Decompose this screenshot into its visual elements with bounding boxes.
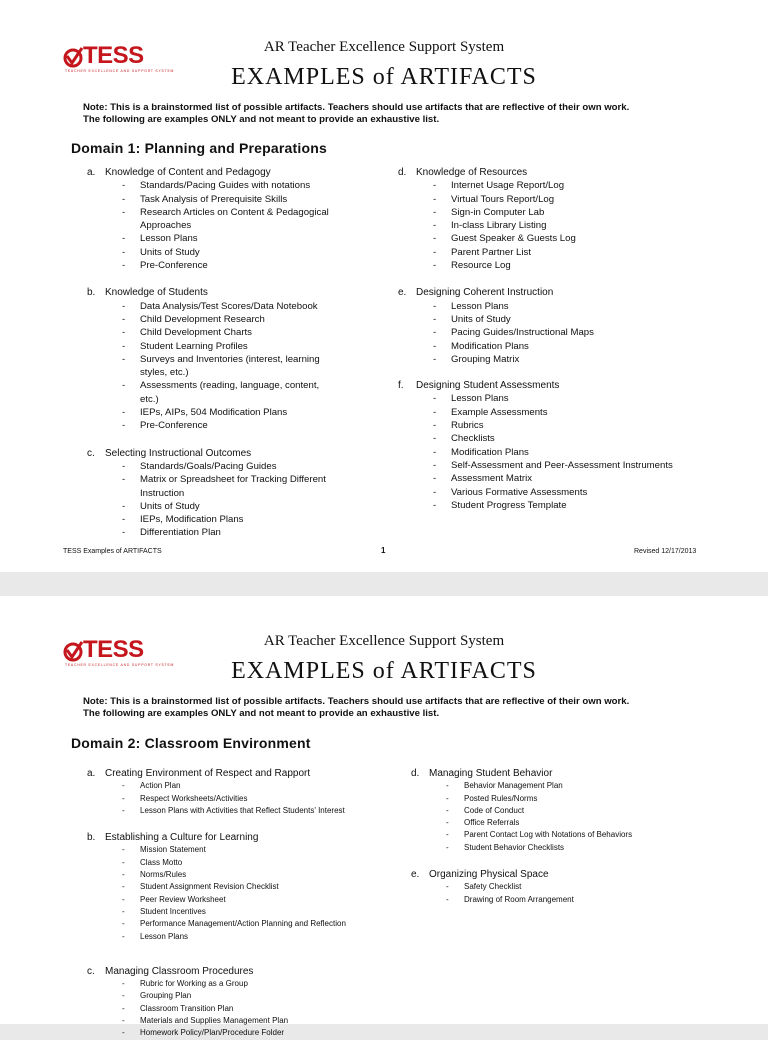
artifact-text: Student Behavior Checklists — [464, 842, 565, 852]
artifact-item — [398, 419, 698, 432]
artifact-item — [87, 259, 387, 272]
artifact-text: Respect Worksheets/Activities — [140, 793, 248, 803]
bullet-dash: - — [122, 1003, 125, 1013]
left-column — [87, 166, 387, 540]
right-column — [411, 767, 711, 906]
bullet-dash: - — [122, 906, 125, 916]
artifact-item — [411, 817, 711, 829]
artifact-text: In-class Library Listing — [451, 220, 547, 232]
section-title: Knowledge of Students — [105, 287, 208, 299]
section-heading — [398, 166, 698, 179]
artifact-text: Task Analysis of Prerequisite Skills — [140, 193, 288, 205]
artifact-item — [398, 246, 698, 259]
artifact-text: Posted Rules/Norms — [464, 793, 538, 803]
artifact-item — [398, 313, 698, 326]
artifact-text: Grouping Matrix — [451, 353, 520, 365]
artifact-text: Modification Plans — [451, 340, 529, 352]
section-letter: c. — [87, 965, 95, 977]
bullet-dash: - — [122, 353, 126, 365]
bullet-dash: - — [446, 882, 449, 892]
artifact-text: Rubric for Working as a Group — [140, 979, 248, 989]
artifact-item — [87, 869, 387, 881]
artifact-section — [87, 831, 387, 943]
section-heading — [87, 286, 387, 299]
section-letter: e. — [398, 287, 407, 299]
artifact-text: Classroom Transition Plan — [140, 1003, 234, 1013]
bullet-dash: - — [122, 845, 125, 855]
artifact-text: Mission Statement — [140, 845, 206, 855]
section-title: Establishing a Culture for Learning — [105, 832, 259, 844]
bullet-dash: - — [122, 870, 125, 880]
bullet-dash: - — [122, 260, 126, 272]
artifact-text: Parent Contact Log with Notations of Behaviors — [464, 830, 633, 840]
bullet-dash: - — [122, 420, 126, 432]
artifact-text: Student Incentives — [140, 906, 206, 916]
section-heading — [87, 965, 387, 978]
artifact-text: Parent Partner List — [451, 246, 531, 258]
section-title: Managing Classroom Procedures — [105, 965, 254, 977]
artifact-text: Child Development Research — [140, 313, 265, 325]
section-title: Selecting Instructional Outcomes — [105, 447, 252, 459]
artifact-item — [87, 353, 330, 380]
artifact-item — [398, 300, 698, 313]
logo-tagline: TEACHER EXCELLENCE AND SUPPORT SYSTEM — [65, 69, 175, 73]
note-line-2: The following are examples ONLY and not meant to provide an exhaustive list. — [83, 114, 440, 125]
artifact-text: IEPs, Modification Plans — [140, 514, 244, 526]
bullet-dash: - — [433, 327, 437, 339]
bullet-dash: - — [433, 193, 437, 205]
artifact-text: Resource Log — [451, 260, 511, 272]
artifact-item — [398, 206, 698, 219]
artifact-item — [411, 793, 711, 805]
artifact-item — [87, 232, 387, 245]
artifact-item — [87, 193, 387, 206]
artifact-item — [87, 1003, 387, 1015]
note-line-1: Note: This is a brainstormed list of possible artifacts. Teachers should use artifacts that are reflective of their own work. — [83, 102, 630, 113]
bullet-dash: - — [122, 514, 126, 526]
artifact-item — [87, 881, 387, 893]
bullet-dash: - — [433, 340, 437, 352]
bullet-dash: - — [122, 327, 126, 339]
domain-title: Domain 1: Planning and Preparations — [71, 140, 327, 156]
artifact-text: Behavior Management Plan — [464, 781, 563, 791]
artifact-item — [87, 526, 387, 539]
artifact-text: Matrix or Spreadsheet for Tracking Different Instruction — [140, 474, 326, 499]
artifact-item — [87, 1027, 387, 1039]
artifact-text: Safety Checklist — [464, 882, 522, 892]
artifact-item — [87, 1015, 387, 1027]
bullet-dash: - — [446, 842, 449, 852]
note-line-2: The following are examples ONLY and not meant to provide an exhaustive list. — [83, 708, 440, 719]
bullet-dash: - — [122, 1016, 125, 1026]
page-number: 1 — [381, 546, 386, 555]
artifact-text: Lesson Plans with Activities that Reflect Students' Interest — [140, 805, 345, 815]
section-letter: c. — [87, 447, 95, 459]
artifact-list — [411, 881, 711, 906]
section-letter: e. — [411, 869, 420, 881]
artifact-text: Grouping Plan — [140, 991, 192, 1001]
artifact-item — [87, 300, 387, 313]
domain-title: Domain 2: Classroom Environment — [71, 735, 311, 751]
artifact-list — [87, 460, 387, 540]
section-letter: a. — [87, 768, 96, 779]
bullet-dash: - — [433, 486, 437, 498]
bullet-dash: - — [122, 894, 125, 904]
artifact-item — [398, 472, 698, 485]
document-page-2 — [0, 596, 768, 1038]
artifact-section — [411, 767, 711, 854]
artifact-text: Pacing Guides/Instructional Maps — [451, 327, 594, 339]
bullet-dash: - — [433, 206, 437, 218]
artifact-text: Checklists — [451, 433, 495, 445]
section-letter: d. — [411, 768, 420, 779]
artifact-item — [87, 990, 387, 1002]
bullet-dash: - — [122, 233, 126, 245]
artifact-item — [398, 193, 698, 206]
bullet-dash: - — [122, 991, 125, 1001]
artifact-text: Student Assignment Revision Checklist — [140, 882, 279, 892]
artifact-item — [87, 419, 387, 432]
artifact-item — [87, 500, 387, 513]
artifact-item — [398, 432, 698, 445]
artifact-text: Example Assessments — [451, 406, 548, 418]
section-heading — [87, 447, 387, 460]
bullet-dash: - — [433, 180, 437, 192]
logo-text: TESS — [83, 42, 144, 69]
artifact-item — [398, 446, 698, 459]
artifact-text: Performance Management/Action Planning and Reflection — [140, 919, 346, 929]
bullet-dash: - — [433, 233, 437, 245]
artifact-text: Pre-Conference — [140, 420, 208, 432]
bullet-dash: - — [122, 460, 126, 472]
artifact-list — [87, 780, 387, 817]
artifact-item — [87, 246, 387, 259]
artifact-text: Norms/Rules — [140, 870, 187, 880]
artifact-section — [87, 767, 387, 817]
artifact-item — [87, 978, 387, 990]
bullet-dash: - — [433, 220, 437, 232]
artifact-section — [398, 379, 698, 512]
footer-right: Revised 12/17/2013 — [634, 548, 697, 555]
bullet-dash: - — [446, 830, 449, 840]
artifact-text: Student Progress Template — [451, 499, 567, 511]
artifact-text: Action Plan — [140, 781, 181, 791]
bullet-dash: - — [433, 446, 437, 458]
artifact-text: Drawing of Room Arrangement — [464, 894, 574, 904]
artifact-item — [87, 906, 387, 918]
artifact-item — [87, 460, 387, 473]
artifact-item — [87, 918, 387, 930]
artifact-text: Self-Assessment and Peer-Assessment Instruments — [451, 459, 673, 471]
org-title: AR Teacher Excellence Support System — [263, 39, 505, 55]
note-line-1: Note: This is a brainstormed list of possible artifacts. Teachers should use artifacts that are reflective of their own work. — [83, 696, 630, 707]
artifact-text: Assessments (reading, language, content, etc.) — [140, 380, 320, 405]
bullet-dash: - — [433, 473, 437, 485]
document-title: EXAMPLES of ARTIFACTS — [231, 64, 537, 90]
bullet-dash: - — [433, 433, 437, 445]
artifact-text: Units of Study — [140, 500, 200, 512]
artifact-text: Class Motto — [140, 857, 183, 867]
artifact-item — [87, 473, 330, 500]
bullet-dash: - — [122, 919, 125, 929]
section-heading — [87, 831, 387, 844]
artifact-text: Modification Plans — [451, 446, 529, 458]
bullet-dash: - — [122, 180, 126, 192]
bullet-dash: - — [433, 406, 437, 418]
bullet-dash: - — [446, 805, 449, 815]
artifact-text: Rubrics — [451, 420, 484, 432]
artifact-text: Research Articles on Content & Pedagogical Approaches — [140, 206, 329, 232]
artifact-item — [398, 179, 698, 192]
section-letter: d. — [398, 167, 407, 178]
artifact-item — [411, 829, 711, 841]
artifact-item — [411, 805, 711, 817]
artifact-text: Units of Study — [451, 313, 511, 325]
artifact-item — [398, 259, 698, 272]
artifact-text: Lesson Plans — [451, 300, 509, 312]
artifact-list — [411, 780, 711, 854]
artifact-item — [411, 780, 711, 792]
section-heading — [398, 286, 698, 299]
artifact-item — [398, 326, 698, 339]
logo-text: TESS — [83, 636, 144, 663]
bullet-dash: - — [446, 781, 449, 791]
artifact-text: Lesson Plans — [451, 393, 509, 405]
bullet-dash: - — [122, 781, 125, 791]
artifact-item — [398, 499, 698, 512]
section-heading — [87, 166, 387, 179]
bullet-dash: - — [122, 340, 126, 352]
logo-tagline: TEACHER EXCELLENCE AND SUPPORT SYSTEM — [65, 663, 175, 667]
artifact-item — [87, 513, 387, 526]
artifact-text: Pre-Conference — [140, 260, 208, 272]
artifact-item — [87, 793, 387, 805]
artifact-section — [398, 286, 698, 366]
section-heading — [411, 868, 711, 881]
artifact-text: Data Analysis/Test Scores/Data Notebook — [140, 300, 318, 312]
artifact-list — [398, 300, 698, 366]
artifact-text: Virtual Tours Report/Log — [451, 193, 555, 205]
section-letter: a. — [87, 167, 96, 178]
artifact-text: Surveys and Inventories (interest, learning styles, etc.) — [140, 353, 320, 379]
artifact-text: Standards/Goals/Pacing Guides — [140, 460, 277, 472]
bullet-dash: - — [122, 500, 126, 512]
artifact-text: Internet Usage Report/Log — [451, 180, 565, 192]
artifact-section — [87, 286, 387, 432]
artifact-item — [87, 844, 387, 856]
bullet-dash: - — [122, 527, 126, 539]
artifact-text: Homework Policy/Plan/Procedure Folder — [140, 1028, 285, 1038]
bullet-dash: - — [446, 793, 449, 803]
artifact-text: Assessment Matrix — [451, 473, 533, 485]
artifact-text: Lesson Plans — [140, 931, 189, 941]
artifact-item — [411, 842, 711, 854]
artifact-section — [87, 965, 387, 1040]
artifact-item — [411, 881, 711, 893]
artifact-item — [398, 392, 698, 405]
footer-left: TESS Examples of ARTIFACTS — [63, 548, 162, 555]
artifact-item — [398, 219, 698, 232]
artifact-item — [398, 486, 698, 499]
org-title: AR Teacher Excellence Support System — [263, 633, 505, 649]
bullet-dash: - — [122, 206, 126, 218]
note — [83, 102, 629, 126]
document-title: EXAMPLES of ARTIFACTS — [231, 658, 537, 684]
bullet-dash: - — [122, 300, 126, 312]
bullet-dash: - — [433, 246, 437, 258]
bullet-dash: - — [433, 300, 437, 312]
artifact-list — [87, 844, 387, 942]
artifact-item — [87, 379, 330, 406]
section-heading — [87, 767, 387, 780]
artifact-item — [411, 894, 711, 906]
bullet-dash: - — [122, 979, 125, 989]
artifact-item — [87, 206, 330, 233]
artifact-text: Standards/Pacing Guides with notations — [140, 180, 311, 192]
artifact-text: Units of Study — [140, 246, 200, 258]
artifact-text: Office Referrals — [464, 818, 520, 828]
artifact-list — [87, 978, 387, 1039]
artifact-item — [87, 894, 387, 906]
bullet-dash: - — [122, 857, 125, 867]
bullet-dash: - — [433, 499, 437, 511]
artifact-list — [87, 300, 387, 433]
artifact-item — [87, 340, 387, 353]
artifact-text: Materials and Supplies Management Plan — [140, 1016, 289, 1026]
bullet-dash: - — [446, 818, 449, 828]
note — [83, 696, 629, 720]
artifact-item — [398, 353, 698, 366]
section-letter: f. — [398, 380, 404, 392]
bullet-dash: - — [433, 353, 437, 365]
section-heading — [411, 767, 711, 780]
artifact-list — [398, 392, 698, 512]
bullet-dash: - — [122, 793, 125, 803]
section-title: Knowledge of Content and Pedagogy — [105, 167, 271, 178]
artifact-item — [398, 459, 698, 472]
section-heading — [398, 379, 698, 392]
artifact-item — [398, 232, 698, 245]
artifact-item — [87, 780, 387, 792]
section-title: Knowledge of Resources — [416, 167, 528, 178]
bullet-dash: - — [433, 260, 437, 272]
artifact-item — [87, 931, 387, 943]
section-letter: b. — [87, 832, 96, 844]
bullet-dash: - — [122, 246, 126, 258]
artifact-item — [87, 179, 387, 192]
bullet-dash: - — [446, 894, 449, 904]
artifact-section — [411, 868, 711, 906]
section-title: Managing Student Behavior — [429, 768, 553, 779]
bullet-dash: - — [122, 380, 126, 392]
artifact-item — [87, 313, 387, 326]
artifact-text: Child Development Charts — [140, 327, 252, 339]
artifact-item — [87, 805, 387, 817]
section-title: Designing Coherent Instruction — [416, 287, 554, 299]
artifact-text: Code of Conduct — [464, 805, 525, 815]
section-title: Designing Student Assessments — [416, 380, 560, 392]
bullet-dash: - — [122, 1028, 125, 1038]
bullet-dash: - — [122, 313, 126, 325]
artifact-item — [398, 340, 698, 353]
artifact-text: Sign-in Computer Lab — [451, 206, 545, 218]
artifact-section — [87, 166, 387, 272]
artifact-text: Guest Speaker & Guests Log — [451, 233, 576, 245]
artifact-list — [398, 179, 698, 272]
bullet-dash: - — [122, 805, 125, 815]
artifact-text: Various Formative Assessments — [451, 486, 588, 498]
artifact-section — [398, 166, 698, 272]
artifact-section — [87, 447, 387, 540]
bullet-dash: - — [433, 393, 437, 405]
right-column — [398, 166, 698, 512]
artifact-text: Peer Review Worksheet — [140, 894, 226, 904]
bullet-dash: - — [433, 313, 437, 325]
artifact-item — [398, 406, 698, 419]
bullet-dash: - — [122, 407, 126, 419]
artifact-item — [87, 326, 387, 339]
bullet-dash: - — [433, 420, 437, 432]
left-column — [87, 767, 387, 1040]
artifact-list — [87, 179, 387, 272]
artifact-item — [87, 406, 387, 419]
bullet-dash: - — [122, 882, 125, 892]
section-letter: b. — [87, 287, 96, 299]
section-title: Organizing Physical Space — [429, 869, 549, 881]
artifact-text: IEPs, AIPs, 504 Modification Plans — [140, 407, 288, 419]
artifact-text: Student Learning Profiles — [140, 340, 248, 352]
bullet-dash: - — [122, 931, 125, 941]
artifact-text: Differentiation Plan — [140, 527, 221, 539]
artifact-text: Lesson Plans — [140, 233, 198, 245]
artifact-item — [87, 857, 387, 869]
bullet-dash: - — [122, 474, 126, 486]
section-title: Creating Environment of Respect and Rapport — [105, 768, 311, 779]
bullet-dash: - — [122, 193, 126, 205]
bullet-dash: - — [433, 459, 437, 471]
